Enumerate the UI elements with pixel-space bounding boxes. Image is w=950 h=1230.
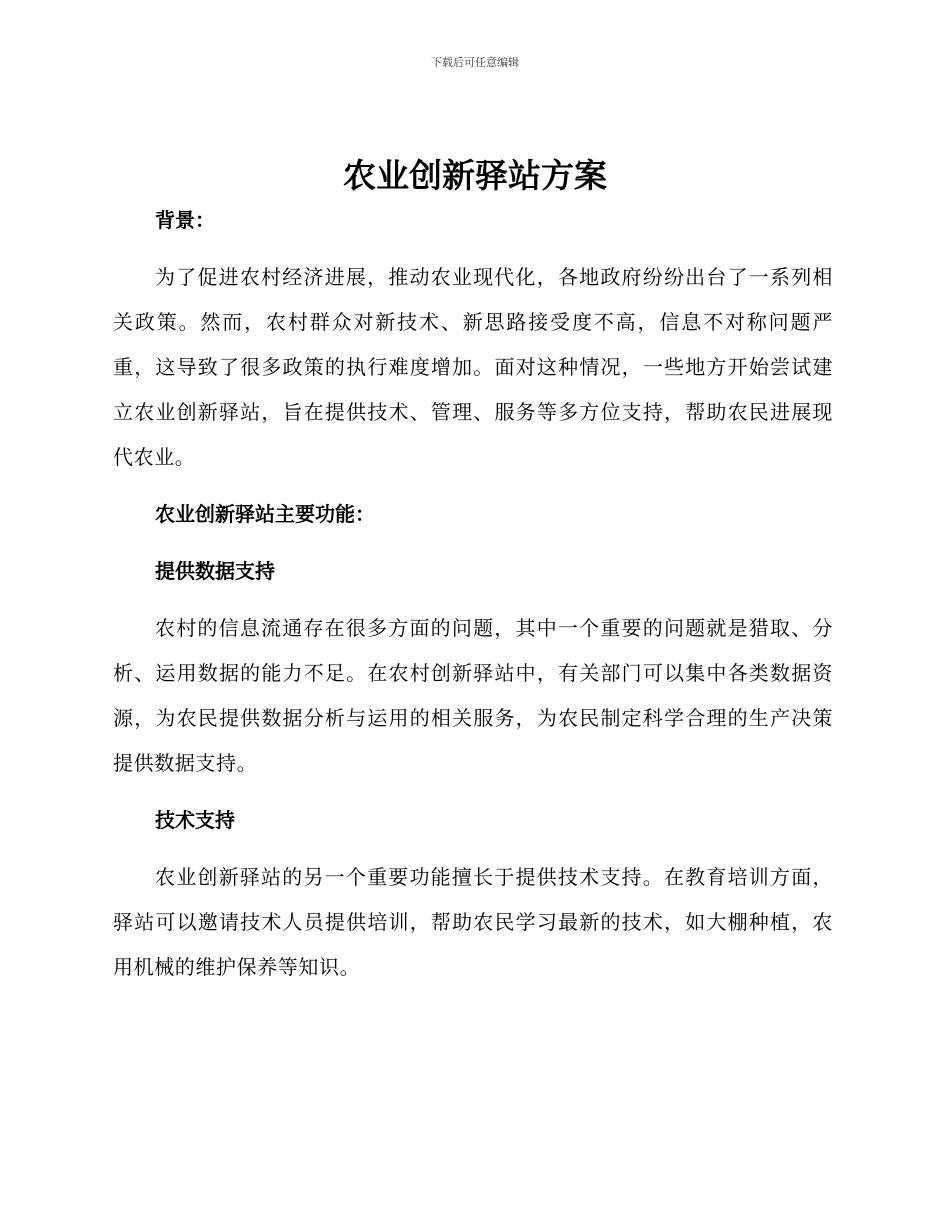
page-header-note: 下载后可任意编辑 bbox=[431, 56, 519, 69]
section-paragraph-data-support: 农村的信息流通存在很多方面的问题，其中一个重要的问题就是猎取、分析、运用数据的能力不足。在农村创新驿站中，有关部门可以集中各类数据资源，为农民提供数据分析与运用的相关服务，为农民制定科学合理的生产决策提供数据支持。 bbox=[113, 616, 833, 775]
section-paragraph-tech-support: 农业创新驿站的另一个重要功能擅长于提供技术支持。在教育培训方面，驿站可以邀请技术人员提供培训，帮助农民学习最新的技术，如大棚种植，农用机械的维护保养等知识。 bbox=[113, 865, 833, 979]
section-heading-main-functions: 农业创新驿站主要功能： bbox=[155, 502, 375, 526]
section-heading-background: 背景： bbox=[155, 208, 215, 232]
document-body bbox=[113, 198, 833, 1002]
document-title: 农业创新驿站方案 bbox=[343, 156, 607, 195]
section-paragraph-background: 为了促进农村经济进展，推动农业现代化，各地政府纷纷出台了一系列相关政策。然而，农村群众对新技术、新思路接受度不高，信息不对称问题严重，这导致了很多政策的执行难度增加。面对这种情况，一些地方开始尝试建立农业创新驿站，旨在提供技术、管理、服务等多方位支持，帮助农民进展现代农业。 bbox=[113, 265, 833, 469]
section-heading-tech-support: 技术支持 bbox=[155, 808, 235, 832]
section-heading-data-support: 提供数据支持 bbox=[155, 559, 275, 583]
